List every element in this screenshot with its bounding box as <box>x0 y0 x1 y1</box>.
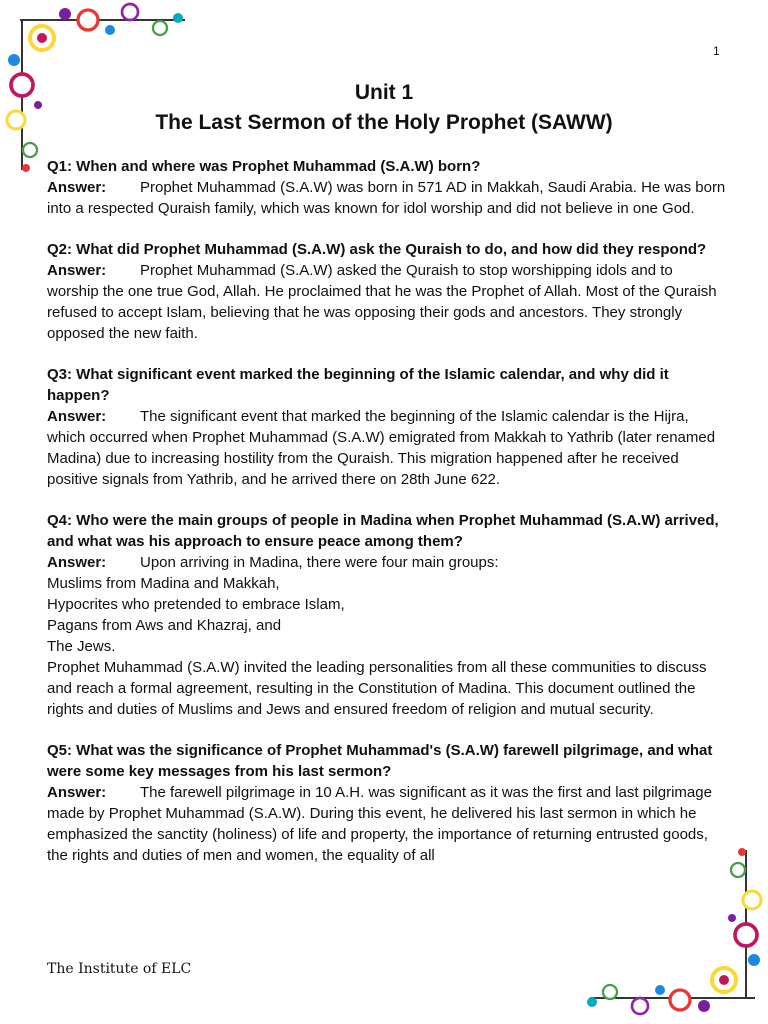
ornament-dot <box>743 891 761 909</box>
answer-text: Upon arriving in Madina, there were four main groups: <box>140 554 499 571</box>
footer-institute: The Institute of ELC <box>47 961 192 977</box>
top-left-ornament-icon <box>0 0 200 180</box>
bottom-right-ornament-icon <box>570 830 768 1024</box>
question-5: Q5: What was the significance of Prophet Muhammad's (S.A.W) farewell pilgrimage, and what were some key messages from his last sermon? <box>47 742 713 780</box>
ornament-dot <box>59 8 71 20</box>
answer-3 <box>47 406 727 490</box>
answer-label: Answer: <box>47 179 107 196</box>
ornament-dot <box>122 4 138 20</box>
group-item: Pagans from Aws and Khazraj, and <box>47 617 282 634</box>
ornament-dot <box>748 954 760 966</box>
answer-text: The significant event that marked the beginning of the Islamic calendar is the Hijra, which occurred when Prophet Muhammad (S.A.W) emigrated from Makkah to Yathrib (later renamed Madina) due to increasing hostility from the Quraish. This migration happened after he received positive signals from Yathrib, and he arrived there on 28th June 622. <box>47 408 716 488</box>
qa-item-2 <box>47 239 727 344</box>
ornament-dot <box>698 1000 710 1012</box>
ornament-dot <box>603 985 617 999</box>
question-1: Q1: When and where was Prophet Muhammad (S.A.W) born? <box>47 158 481 175</box>
ornament-dot <box>34 101 42 109</box>
ornament-dot <box>670 990 690 1010</box>
qa-item-4 <box>47 510 727 720</box>
ornament-dot <box>23 143 37 157</box>
group-item: Muslims from Madina and Makkah, <box>47 575 280 592</box>
question-2: Q2: What did Prophet Muhammad (S.A.W) ask the Quraish to do, and how did they respond? <box>47 241 707 258</box>
ornament-dot <box>173 13 183 23</box>
group-item: The Jews. <box>47 638 116 655</box>
answer-4 <box>47 552 727 720</box>
ornament-dot <box>632 998 648 1014</box>
ornament-dot <box>655 985 665 995</box>
answer-2 <box>47 260 727 344</box>
answer-label: Answer: <box>47 262 107 279</box>
question-4: Q4: Who were the main groups of people in Madina when Prophet Muhammad (S.A.W) arrived, and what was his approach to ensure peace among them? <box>47 512 719 550</box>
ornament-dot <box>7 111 25 129</box>
answer-label: Answer: <box>47 554 107 571</box>
ornament-dot <box>738 848 746 856</box>
ornament-dot <box>587 997 597 1007</box>
group-item: Hypocrites who pretended to embrace Islam, <box>47 596 345 613</box>
qa-item-3 <box>47 364 727 490</box>
lesson-title: The Last Sermon of the Holy Prophet (SAWW) <box>155 111 613 134</box>
answer-1 <box>47 177 727 219</box>
answer-text: Prophet Muhammad (S.A.W) was born in 571 AD in Makkah, Saudi Arabia. He was born into a respected Quraish family, which was known for idol worship and did not believe in one God. <box>47 179 726 217</box>
ornament-dot <box>735 924 757 946</box>
question-3: Q3: What significant event marked the beginning of the Islamic calendar, and why did it happen? <box>47 366 669 404</box>
ornament-dot <box>719 975 729 985</box>
unit-title: Unit 1 <box>354 81 414 104</box>
answer-paragraph: Prophet Muhammad (S.A.W) invited the leading personalities from all these communities to discuss and reach a formal agreement, resulting in the Constitution of Madina. This document outlined the rights and duties of Muslims and Jews and ensured freedom of religion and mutual security. <box>47 659 707 718</box>
answer-text: The farewell pilgrimage in 10 A.H. was significant as it was the first and last pilgrimage made by Prophet Muhammad (S.A.W). During this event, he delivered his last sermon in which he emphasized the sanctity (holiness) of life and property, the importance of returning entrusted goods, the rights and duties of men and women, the equality of all <box>47 784 712 864</box>
page-number: 1 <box>713 44 720 58</box>
ornament-dot <box>8 54 20 66</box>
ornament-dot <box>728 914 736 922</box>
answer-label: Answer: <box>47 408 107 425</box>
ornament-dot <box>22 164 30 172</box>
ornament-dot <box>153 21 167 35</box>
ornament-dot <box>11 74 33 96</box>
answer-text: Prophet Muhammad (S.A.W) asked the Quraish to stop worshipping idols and to worship the one true God, Allah. He proclaimed that he was the Prophet of Allah. Most of the Quraish refused to accept Islam, believing that he was opposing their gods and ancestors. They strongly opposed the new faith. <box>47 262 717 342</box>
ornament-dot <box>78 10 98 30</box>
ornament-dot <box>105 25 115 35</box>
ornament-dot <box>37 33 47 43</box>
answer-label: Answer: <box>47 784 107 801</box>
qa-content <box>47 156 727 886</box>
ornament-dot <box>731 863 745 877</box>
